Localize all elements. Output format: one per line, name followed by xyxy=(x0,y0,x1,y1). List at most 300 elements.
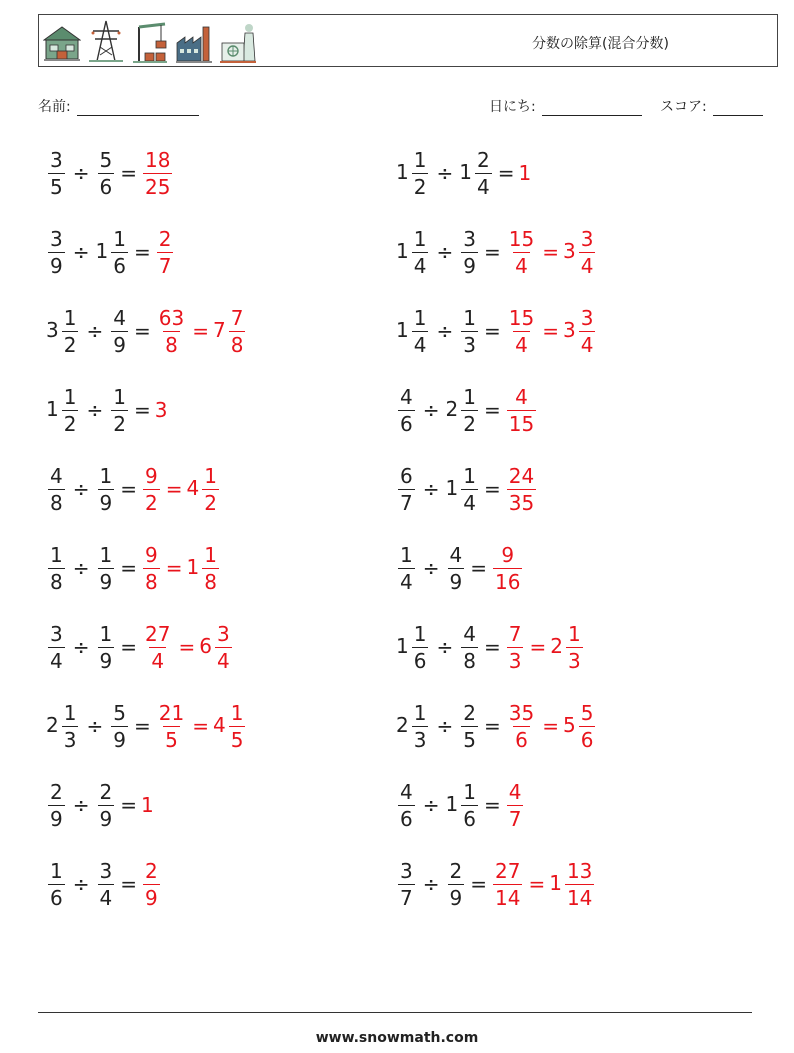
answer xyxy=(141,147,174,199)
mixed-number xyxy=(446,858,467,910)
denominator: 35 xyxy=(508,490,535,515)
whole-part: 1 xyxy=(445,475,459,500)
denominator: 9 xyxy=(50,806,63,831)
problem-item xyxy=(46,142,174,204)
whole-part: 1 xyxy=(186,554,200,579)
problem-item xyxy=(396,142,532,204)
denominator: 7 xyxy=(400,490,413,515)
problem-item xyxy=(46,221,175,283)
denominator: 4 xyxy=(515,332,528,357)
answer xyxy=(141,621,234,673)
mixed-number xyxy=(459,305,480,357)
denominator: 16 xyxy=(495,569,521,594)
farm-house-icon xyxy=(43,19,81,63)
numerator: 1 xyxy=(63,700,77,725)
equals-sign: = xyxy=(483,477,501,501)
fraction xyxy=(98,779,115,831)
mixed-number xyxy=(396,858,417,910)
fraction xyxy=(98,858,115,910)
divide-sign: ÷ xyxy=(72,872,90,896)
fraction xyxy=(507,779,524,831)
numerator: 3 xyxy=(99,858,113,883)
whole-part: 5 xyxy=(562,712,576,737)
answer xyxy=(141,463,221,515)
denominator: 2 xyxy=(63,332,77,357)
fraction xyxy=(98,621,115,673)
problem-item xyxy=(396,379,538,441)
numerator: 18 xyxy=(145,147,171,172)
equals-sign: = xyxy=(192,714,209,738)
divide-sign: ÷ xyxy=(422,477,440,501)
problem-item xyxy=(46,300,247,362)
mixed-number xyxy=(141,542,162,594)
problem-item xyxy=(396,616,585,678)
denominator: 4 xyxy=(216,648,230,673)
fraction xyxy=(461,384,478,436)
fraction xyxy=(48,226,65,278)
fraction xyxy=(461,621,478,673)
answer xyxy=(155,700,248,752)
footer-divider xyxy=(38,1012,752,1013)
name-blank[interactable] xyxy=(77,101,199,116)
equals-sign: = xyxy=(165,477,183,501)
numerator: 1 xyxy=(400,542,413,567)
fraction xyxy=(507,384,536,436)
name-field xyxy=(38,96,199,116)
equals-sign: = xyxy=(483,714,501,738)
mixed-number xyxy=(141,858,162,910)
fraction xyxy=(461,226,478,278)
fraction xyxy=(111,226,128,278)
denominator: 6 xyxy=(580,727,594,752)
denominator: 6 xyxy=(463,806,476,831)
denominator: 3 xyxy=(508,648,522,673)
mixed-number xyxy=(491,858,524,910)
numerator: 27 xyxy=(495,858,521,883)
numerator: 1 xyxy=(567,621,581,646)
numerator: 15 xyxy=(508,226,535,251)
mixed-number xyxy=(212,305,247,357)
fraction xyxy=(507,226,536,278)
denominator: 3 xyxy=(463,332,476,357)
numerator: 63 xyxy=(158,305,185,330)
numerator: 7 xyxy=(230,305,244,330)
numerator: 35 xyxy=(508,700,535,725)
numerator: 1 xyxy=(463,463,476,488)
numerator: 3 xyxy=(50,226,63,251)
denominator: 9 xyxy=(449,885,463,910)
mixed-number xyxy=(46,700,80,752)
denominator: 2 xyxy=(413,174,427,199)
mixed-number xyxy=(96,463,117,515)
problem-item xyxy=(396,537,524,599)
numerator: 1 xyxy=(204,542,217,567)
mixed-number xyxy=(562,305,597,357)
equals-sign: = xyxy=(542,240,559,264)
numerator: 1 xyxy=(99,542,113,567)
fraction xyxy=(448,542,465,594)
fraction xyxy=(98,147,115,199)
problem-item xyxy=(396,300,597,362)
whole-part: 3 xyxy=(562,317,576,342)
numerator: 3 xyxy=(216,621,230,646)
whole-part: 6 xyxy=(199,633,212,658)
mixed-number xyxy=(396,226,430,278)
fraction xyxy=(48,779,65,831)
denominator: 2 xyxy=(113,411,126,436)
denominator: 25 xyxy=(145,174,171,199)
numerator: 2 xyxy=(50,779,63,804)
answer xyxy=(155,400,169,420)
answer xyxy=(518,163,532,183)
mixed-number xyxy=(491,542,524,594)
answer xyxy=(141,858,162,910)
denominator: 9 xyxy=(99,648,113,673)
problem-item xyxy=(396,458,538,520)
numerator: 1 xyxy=(413,700,427,725)
numerator: 9 xyxy=(145,542,158,567)
numerator: 3 xyxy=(463,226,476,251)
denominator: 2 xyxy=(145,490,158,515)
mixed-number xyxy=(396,147,430,199)
whole-part: 1 xyxy=(95,238,109,263)
answer xyxy=(141,542,221,594)
numerator: 5 xyxy=(113,700,126,725)
numerator: 2 xyxy=(145,858,158,883)
mixed-number xyxy=(459,700,480,752)
mixed-number xyxy=(505,621,526,673)
divide-sign: ÷ xyxy=(72,240,90,264)
numerator: 1 xyxy=(413,621,427,646)
mixed-number xyxy=(46,779,67,831)
denominator: 6 xyxy=(400,806,413,831)
fraction xyxy=(579,226,596,278)
score-label: スコア: xyxy=(660,99,707,115)
mixed-number xyxy=(155,700,188,752)
mixed-number xyxy=(505,779,526,831)
whole-part: 1 xyxy=(445,791,459,816)
fraction xyxy=(461,305,478,357)
mixed-number xyxy=(46,463,67,515)
problem-item xyxy=(396,695,597,757)
divide-sign: ÷ xyxy=(422,793,440,817)
fraction xyxy=(111,384,128,436)
power-tower-icon xyxy=(87,19,125,63)
problem-item xyxy=(396,221,597,283)
fraction xyxy=(229,305,246,357)
denominator: 7 xyxy=(400,885,413,910)
denominator: 9 xyxy=(99,806,113,831)
fraction xyxy=(398,542,415,594)
divide-sign: ÷ xyxy=(72,556,90,580)
numerator: 5 xyxy=(580,700,594,725)
denominator: 4 xyxy=(476,174,490,199)
denominator: 5 xyxy=(230,727,244,752)
divide-sign: ÷ xyxy=(436,240,454,264)
numerator: 7 xyxy=(508,621,522,646)
whole-part: 1 xyxy=(396,317,409,342)
fraction xyxy=(493,858,522,910)
numerator: 4 xyxy=(449,542,463,567)
divide-sign: ÷ xyxy=(86,714,104,738)
denominator: 3 xyxy=(567,648,581,673)
numerator: 13 xyxy=(566,858,593,883)
denominator: 6 xyxy=(99,174,113,199)
fraction xyxy=(412,147,429,199)
header-box xyxy=(38,14,778,67)
fraction xyxy=(48,147,65,199)
fraction xyxy=(412,226,429,278)
fraction xyxy=(48,621,65,673)
name-label: 名前: xyxy=(38,99,71,115)
denominator: 7 xyxy=(508,806,522,831)
denominator: 15 xyxy=(508,411,535,436)
answer xyxy=(155,305,248,357)
divide-sign: ÷ xyxy=(436,161,454,185)
equals-sign: = xyxy=(133,398,151,422)
denominator: 8 xyxy=(145,569,158,594)
problem-item xyxy=(46,379,168,441)
fraction xyxy=(579,700,596,752)
denominator: 8 xyxy=(204,569,217,594)
numerator: 4 xyxy=(508,779,522,804)
numerator: 3 xyxy=(580,226,594,251)
denominator: 9 xyxy=(463,253,476,278)
whole-part: 1 xyxy=(141,793,154,817)
mixed-number xyxy=(96,858,117,910)
mixed-number xyxy=(46,542,67,594)
fraction xyxy=(507,305,536,357)
numerator: 21 xyxy=(158,700,185,725)
denominator: 8 xyxy=(50,490,63,515)
equals-sign: = xyxy=(133,240,151,264)
whole-part: 4 xyxy=(186,475,200,500)
fraction xyxy=(566,621,583,673)
fraction xyxy=(398,858,415,910)
problem-item xyxy=(46,458,221,520)
denominator: 9 xyxy=(449,569,463,594)
numerator: 1 xyxy=(413,147,427,172)
whole-part: 3 xyxy=(46,317,59,342)
fraction xyxy=(461,463,478,515)
mixed-number xyxy=(445,384,480,436)
denominator: 3 xyxy=(413,727,427,752)
mixed-number xyxy=(186,542,221,594)
mixed-number xyxy=(562,700,597,752)
numerator: 1 xyxy=(99,621,113,646)
mixed-number xyxy=(445,463,480,515)
mixed-number xyxy=(396,700,430,752)
equals-sign: = xyxy=(497,161,515,185)
numerator: 15 xyxy=(508,305,535,330)
denominator: 4 xyxy=(99,885,113,910)
numerator: 4 xyxy=(463,621,476,646)
mixed-number xyxy=(396,779,417,831)
mixed-number xyxy=(155,400,169,420)
divide-sign: ÷ xyxy=(72,635,90,659)
problem-item xyxy=(46,537,221,599)
mixed-number xyxy=(141,621,174,673)
fraction xyxy=(143,463,160,515)
mixed-number xyxy=(550,621,584,673)
equals-sign: = xyxy=(483,635,501,659)
date-blank[interactable] xyxy=(542,101,642,116)
fraction xyxy=(398,779,415,831)
divide-sign: ÷ xyxy=(72,793,90,817)
fraction xyxy=(98,542,115,594)
equals-sign: = xyxy=(470,556,487,580)
numerator: 9 xyxy=(145,463,158,488)
numerator: 1 xyxy=(413,226,427,251)
mixed-number xyxy=(46,384,80,436)
equals-sign: = xyxy=(470,872,487,896)
answer xyxy=(505,700,598,752)
numerator: 1 xyxy=(463,305,476,330)
score-field xyxy=(660,96,763,116)
whole-part: 4 xyxy=(212,712,226,737)
mixed-number xyxy=(396,384,417,436)
numerator: 3 xyxy=(50,621,63,646)
mixed-number xyxy=(109,305,130,357)
equals-sign: = xyxy=(120,793,137,817)
numerator: 1 xyxy=(413,305,427,330)
fraction xyxy=(157,700,186,752)
numerator: 4 xyxy=(113,305,126,330)
mixed-number xyxy=(46,147,67,199)
fraction xyxy=(202,542,219,594)
answer xyxy=(491,858,596,910)
fraction xyxy=(412,700,429,752)
numerator: 3 xyxy=(400,858,413,883)
fraction xyxy=(215,621,232,673)
denominator: 6 xyxy=(400,411,413,436)
fraction xyxy=(565,858,594,910)
denominator: 14 xyxy=(495,885,521,910)
denominator: 4 xyxy=(580,253,594,278)
numerator: 1 xyxy=(63,384,77,409)
denominator: 6 xyxy=(113,253,126,278)
fraction xyxy=(398,463,415,515)
numerator: 27 xyxy=(145,621,171,646)
divide-sign: ÷ xyxy=(436,635,454,659)
denominator: 9 xyxy=(113,727,126,752)
whole-part: 2 xyxy=(46,712,59,737)
problem-item xyxy=(46,853,162,915)
denominator: 2 xyxy=(204,490,217,515)
problem-item xyxy=(396,853,596,915)
mixed-number xyxy=(396,621,430,673)
fraction xyxy=(143,542,160,594)
divide-sign: ÷ xyxy=(72,161,90,185)
whole-part: 3 xyxy=(562,238,576,263)
denominator: 8 xyxy=(230,332,244,357)
whole-part: 2 xyxy=(550,633,563,658)
fraction xyxy=(157,305,186,357)
denominator: 5 xyxy=(50,174,63,199)
mixed-number xyxy=(96,779,117,831)
answer xyxy=(141,795,155,815)
mixed-number xyxy=(445,779,480,831)
mixed-number xyxy=(141,147,174,199)
answer xyxy=(505,621,585,673)
fraction xyxy=(111,700,128,752)
denominator: 2 xyxy=(463,411,476,436)
denominator: 8 xyxy=(165,332,178,357)
fraction xyxy=(157,226,174,278)
fraction xyxy=(398,384,415,436)
divide-sign: ÷ xyxy=(422,556,440,580)
denominator: 6 xyxy=(413,648,427,673)
fraction xyxy=(412,305,429,357)
fraction xyxy=(507,621,524,673)
denominator: 6 xyxy=(50,885,63,910)
denominator: 9 xyxy=(99,490,113,515)
numerator: 1 xyxy=(113,226,126,251)
denominator: 4 xyxy=(413,253,427,278)
mixed-number xyxy=(109,700,130,752)
denominator: 4 xyxy=(515,253,528,278)
date-label: 日にち: xyxy=(489,99,536,115)
fraction xyxy=(111,305,128,357)
fraction xyxy=(448,858,465,910)
denominator: 14 xyxy=(566,885,593,910)
denominator: 4 xyxy=(463,490,476,515)
mixed-number xyxy=(459,621,480,673)
numerator: 1 xyxy=(63,305,77,330)
denominator: 9 xyxy=(99,569,113,594)
mixed-number xyxy=(109,384,130,436)
fraction xyxy=(62,700,79,752)
problem-item xyxy=(46,616,234,678)
fraction xyxy=(143,147,172,199)
mixed-number xyxy=(459,226,480,278)
mixed-number xyxy=(96,621,117,673)
equals-sign: = xyxy=(542,714,559,738)
mixed-number xyxy=(549,858,596,910)
mixed-number xyxy=(141,795,155,815)
denominator: 4 xyxy=(580,332,594,357)
mixed-number xyxy=(396,463,417,515)
worksheet-title: 分数の除算(混合分数) xyxy=(532,36,669,52)
denominator: 6 xyxy=(515,727,528,752)
mixed-number xyxy=(505,384,538,436)
divide-sign: ÷ xyxy=(436,714,454,738)
equals-sign: = xyxy=(133,714,151,738)
equals-sign: = xyxy=(529,635,547,659)
numerator: 2 xyxy=(476,147,490,172)
equals-sign: = xyxy=(483,398,501,422)
equals-sign: = xyxy=(120,635,137,659)
answer xyxy=(505,463,538,515)
fraction xyxy=(143,621,172,673)
numerator: 9 xyxy=(501,542,515,567)
denominator: 8 xyxy=(463,648,476,673)
numerator: 4 xyxy=(400,779,413,804)
power-plant-icon xyxy=(219,19,257,63)
fraction xyxy=(475,147,492,199)
numerator: 2 xyxy=(463,700,476,725)
mixed-number xyxy=(46,621,67,673)
whole-part: 7 xyxy=(212,317,226,342)
score-blank[interactable] xyxy=(713,101,763,116)
fraction xyxy=(412,621,429,673)
mixed-number xyxy=(199,621,233,673)
mixed-number xyxy=(396,305,430,357)
fraction xyxy=(507,700,536,752)
numerator: 6 xyxy=(400,463,413,488)
whole-part: 2 xyxy=(445,396,459,421)
mixed-number xyxy=(505,226,538,278)
